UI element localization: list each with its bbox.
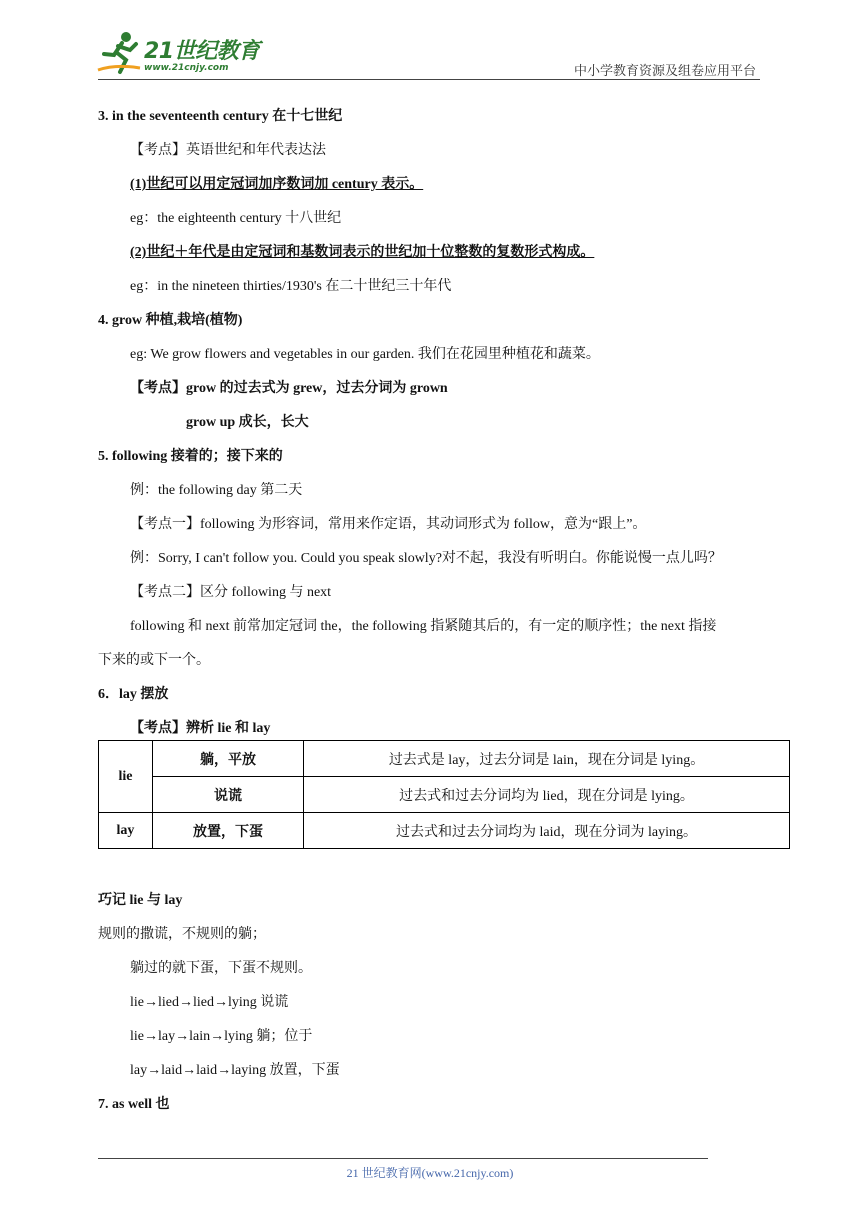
- point-label: 【考点二】区分 following 与 next: [130, 585, 332, 600]
- word-cell: lie: [99, 741, 153, 813]
- header-divider: [98, 79, 760, 80]
- point-label: 【考点】辨析 lie 和 lay: [130, 721, 271, 736]
- tip-line: lie→lied→lied→lying 说谎: [130, 995, 289, 1010]
- lie-lay-table: [98, 740, 790, 849]
- platform-name: 中小学教育资源及组卷应用平台: [573, 64, 756, 79]
- paragraph-text: 下来的或下一个。: [98, 653, 210, 668]
- tip-line: 躺过的就下蛋，下蛋不规则。: [130, 961, 312, 976]
- logo-text: 21世纪教育: [144, 39, 260, 64]
- example-text: 例：Sorry, I can't follow you. Could you speak slowly?对不起，我没有听明白。你能说慢一点儿吗？: [130, 551, 722, 566]
- point-label: 【考点一】following 为形容词，常用来作定语，其动词形式为 follow，意为“跟上”。: [130, 517, 647, 532]
- item-heading: 3. in the seventeenth century 在十七世纪: [98, 109, 343, 124]
- word-cell: lay: [99, 813, 153, 849]
- rule-text: (2)世纪＋年代是由定冠词和基数词表示的世纪加十位整数的复数形式构成。: [130, 245, 595, 260]
- table-row: [99, 777, 790, 813]
- memory-tips: [98, 884, 762, 1122]
- paragraph-text: following 和 next 前常加定冠词 the，the following 指紧随其后的，有一定的顺序性；the next 指接: [130, 619, 717, 634]
- document-body: [98, 100, 762, 746]
- table-row: [99, 741, 790, 777]
- tip-line: 规则的撒谎，不规则的躺；: [98, 927, 266, 942]
- meaning-cell: 说谎: [153, 777, 304, 813]
- meaning-cell: 放置，下蛋: [153, 813, 304, 849]
- runner-logo-icon: [96, 30, 142, 76]
- phrase-text: grow up 成长，长大: [186, 415, 309, 430]
- point-label: 【考点】grow 的过去式为 grew，过去分词为 grown: [130, 381, 448, 396]
- point-label: 【考点】英语世纪和年代表达法: [130, 143, 326, 158]
- example-text: eg：in the nineteen thirties/1930's 在二十世纪三十年代: [130, 279, 452, 294]
- item-heading: 5. following 接着的；接下来的: [98, 449, 283, 464]
- example-text: 例：the following day 第二天: [130, 483, 303, 498]
- tips-heading: 巧记 lie 与 lay: [98, 893, 183, 908]
- forms-cell: 过去式是 lay，过去分词是 lain，现在分词是 lying。: [304, 741, 790, 777]
- rule-text: (1)世纪可以用定冠词加序数词加 century 表示。: [130, 177, 424, 192]
- forms-cell: 过去式和过去分词均为 laid，现在分词为 laying。: [304, 813, 790, 849]
- footer-divider: [98, 1158, 708, 1159]
- item-heading: 4. grow 种植,栽培(植物): [98, 313, 243, 328]
- tip-line: lie→lay→lain→lying 躺；位于: [130, 1029, 313, 1044]
- logo-url: www.21cnjy.com: [144, 63, 229, 73]
- tip-line: lay→laid→laid→laying 放置，下蛋: [130, 1063, 340, 1078]
- example-text: eg：the eighteenth century 十八世纪: [130, 211, 342, 226]
- site-logo[interactable]: [96, 30, 266, 78]
- table-row: [99, 813, 790, 849]
- example-text: eg: We grow flowers and vegetables in our garden. 我们在花园里种植花和蔬菜。: [130, 347, 600, 362]
- forms-cell: 过去式和过去分词均为 lied，现在分词是 lying。: [304, 777, 790, 813]
- footer-text[interactable]: 21 世纪教育网(www.21cnjy.com): [346, 1166, 514, 1180]
- meaning-cell: 躺，平放: [153, 741, 304, 777]
- item-heading: 6．lay 摆放: [98, 687, 169, 702]
- page-header: [0, 0, 860, 80]
- item-heading: 7. as well 也: [98, 1097, 170, 1112]
